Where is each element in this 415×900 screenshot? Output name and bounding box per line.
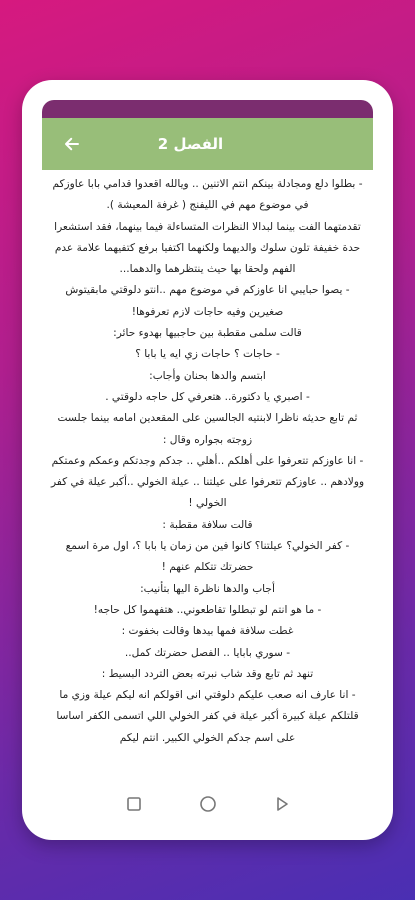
paragraph: أجاب والدها ناظرة اليها بتأنيب: <box>140 582 275 595</box>
recents-button[interactable] <box>123 793 145 815</box>
arrow-left-icon <box>63 135 81 153</box>
paragraph: - سوري بابايا .. الفصل حضرتك كمل.. <box>124 646 291 659</box>
paragraph: - انا عاوزكم تتعرفوا على أهلكم ..أهلي .. جدكم وجدتكم وعمكم وعمتكم وولادهم .. عاوزكم تتعرفوا على عيلتنا .. عيلة الخولي ..أكبر عيلة في كفر الخولي ! <box>50 454 365 510</box>
paragraph: تنهد ثم تابع وقد شاب نبرته بعض التردد البسيط : <box>101 667 314 680</box>
paragraph: قالت سلافة مقطبة : <box>162 518 253 531</box>
chapter-title: الفصل 2 <box>157 135 224 153</box>
phone-frame <box>22 80 393 840</box>
home-button[interactable] <box>197 793 219 815</box>
paragraph: تقدمتهما الفت بينما لبدالا النظرات المتساءلة فيما بينهما، فقد استشعرا حدة خفيفة تلون سلوك والديهما ولكنهما اكتفيا برفع كتفيهما علامة عدم الفهم ولحقا بها حيث ينتظرهما والدهما... <box>54 220 361 276</box>
paragraph: غطت سلافة فمها بيدها وقالت بخفوت : <box>121 625 294 638</box>
paragraph: - اصبري يا دكتورة.. هتعرفي كل حاجه دلوقتي . <box>105 390 310 403</box>
paragraph: - يصوا حبايبي انا عاوزكم في موضوع مهم ..انتو دلوقتي مابقيتوش صغيرين وفيه حاجات لازم تعرفوها! <box>65 284 350 318</box>
app-bar <box>42 118 373 170</box>
paragraph: قالت سلمى مقطبة بين حاجبيها بهدوء حائر: <box>113 327 302 340</box>
home-circle-icon <box>199 795 217 813</box>
status-bar <box>42 100 373 118</box>
paragraph: - ما هو انتم لو تبطلوا تقاطعوني.. هتفهموا كل حاجه! <box>93 603 322 616</box>
chapter-text[interactable] <box>42 170 373 784</box>
paragraph: - كفر الخولي؟ عيلتنا؟ كانوا فين من زمان يا بابا ؟، اول مرة اسمع حضرتك تتكلم عنهم ! <box>65 540 350 574</box>
paragraph: - حاجات ؟ حاجات زي ايه يا بابا ؟ <box>135 348 280 361</box>
paragraph: ابتسم والدها بحنان وأجاب: <box>149 369 266 382</box>
paragraph: - بطلوا دلع ومجادلة بينكم انتم الاتنين .. ويالله اقعدوا قدامي بابا عاوزكم في موضوع مهم في الليفنج ( غرفة المعيشة ). <box>52 178 363 212</box>
back-nav-button[interactable] <box>271 793 293 815</box>
back-button[interactable] <box>60 132 84 156</box>
paragraph: ثم تابع حديثه ناظرا لابنتيه الجالسين على المقعدين امامه بينما جلست زوجته بجواره وقال : <box>57 412 358 446</box>
system-nav-bar <box>42 784 373 824</box>
back-triangle-icon <box>274 796 290 812</box>
recents-square-icon <box>126 796 142 812</box>
paragraph: - انا عارف انه صعب عليكم دلوقتي انى اقولكم انه ليكم عيلة وزي ما قلتلكم عيلة كبيرة أكبر عيلة في كفر الخولي اللي اتسمى الكفر اساسا على اسم جدكم الخولي الكبير. انتم ليكم <box>56 689 359 744</box>
